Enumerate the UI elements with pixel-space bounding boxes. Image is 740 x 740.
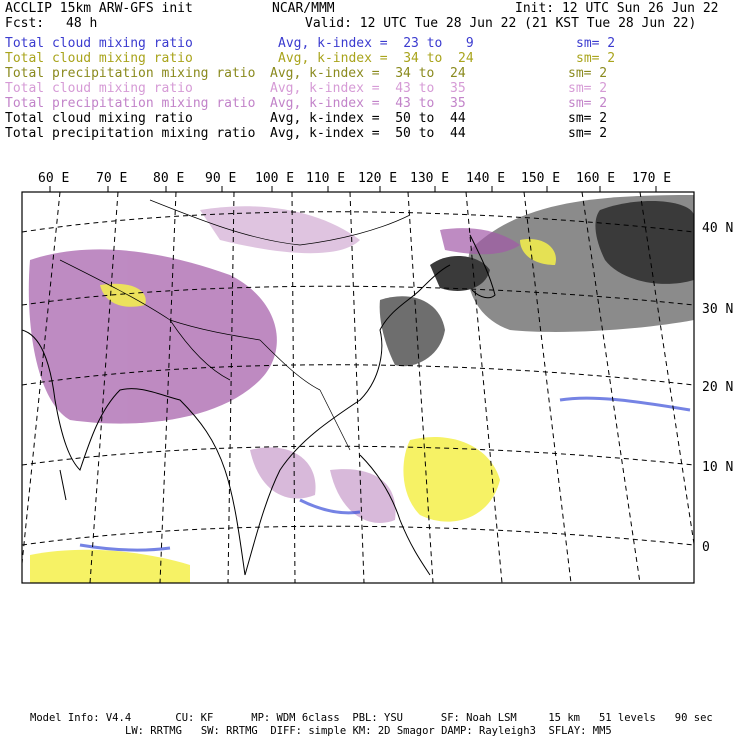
- legend-row-field: Total cloud mixing ratio: [5, 36, 193, 51]
- longitude-label: 90 E: [205, 171, 237, 186]
- longitude-label: 170 E: [632, 171, 672, 186]
- model-title: ACCLIP 15km ARW-GFS init: [5, 1, 193, 16]
- legend-row-field: Total cloud mixing ratio: [5, 111, 193, 126]
- legend-row-avg: Avg, k-index = 23 to 9: [278, 36, 474, 51]
- legend-row-avg: Avg, k-index = 34 to 24: [270, 66, 466, 81]
- longitude-label: 120 E: [358, 171, 398, 186]
- legend-row-sm: sm= 2: [568, 96, 608, 111]
- legend-row-avg: Avg, k-index = 43 to 35: [270, 96, 466, 111]
- longitude-label: 130 E: [410, 171, 450, 186]
- longitude-label: 80 E: [153, 171, 185, 186]
- legend-row-avg: Avg, k-index = 34 to 24: [278, 51, 474, 66]
- legend-row-sm: sm= 2: [568, 126, 608, 141]
- longitude-label: 100 E: [255, 171, 295, 186]
- cloud-shading-blue: [80, 398, 690, 550]
- legend-row-sm: sm= 2: [576, 51, 616, 66]
- model-info-line2: LW: RRTMG SW: RRTMG DIFF: simple KM: 2D Smagor DAMP: Rayleigh3 SFLAY: MM5: [125, 725, 612, 737]
- latitude-label: 40 N: [702, 221, 734, 236]
- longitude-label: 160 E: [576, 171, 616, 186]
- legend-row-field: Total cloud mixing ratio: [5, 51, 193, 66]
- legend-row-field: Total precipitation mixing ratio: [5, 126, 256, 141]
- legend-row-field: Total precipitation mixing ratio: [5, 96, 256, 111]
- valid-time: Valid: 12 UTC Tue 28 Jun 22 (21 KST Tue 28 Jun 22): [305, 16, 697, 31]
- legend-row-field: Total cloud mixing ratio: [5, 81, 193, 96]
- latitude-label: 30 N: [702, 302, 734, 317]
- legend-row-avg: Avg, k-index = 43 to 35: [270, 81, 466, 96]
- legend-row-avg: Avg, k-index = 50 to 44: [270, 111, 466, 126]
- legend-row-avg: Avg, k-index = 50 to 44: [270, 126, 466, 141]
- init-time: Init: 12 UTC Sun 26 Jun 22: [515, 1, 719, 16]
- longitude-label: 60 E: [38, 171, 70, 186]
- legend-row-field: Total precipitation mixing ratio: [5, 66, 256, 81]
- longitude-label: 70 E: [96, 171, 128, 186]
- organization-label: NCAR/MMM: [272, 1, 335, 16]
- forecast-hour-label: Fcst:: [5, 16, 45, 31]
- legend-row-sm: sm= 2: [568, 66, 608, 81]
- longitude-label: 140 E: [466, 171, 506, 186]
- model-info-line1: Model Info: V4.4 CU: KF MP: WDM 6class PBL: YSU SF: Noah LSM 15 km 51 levels 90 sec: [30, 712, 713, 724]
- longitude-label: 110 E: [306, 171, 346, 186]
- legend-row-sm: sm= 2: [568, 81, 608, 96]
- legend-row-sm: sm= 2: [568, 111, 608, 126]
- latitude-label: 0: [702, 540, 710, 555]
- longitude-ticks: [50, 186, 656, 192]
- forecast-hour-value: 48 h: [66, 16, 98, 31]
- latitude-label: 20 N: [702, 380, 734, 395]
- legend-row-sm: sm= 2: [576, 36, 616, 51]
- latitude-label: 10 N: [702, 460, 734, 475]
- longitude-label: 150 E: [521, 171, 561, 186]
